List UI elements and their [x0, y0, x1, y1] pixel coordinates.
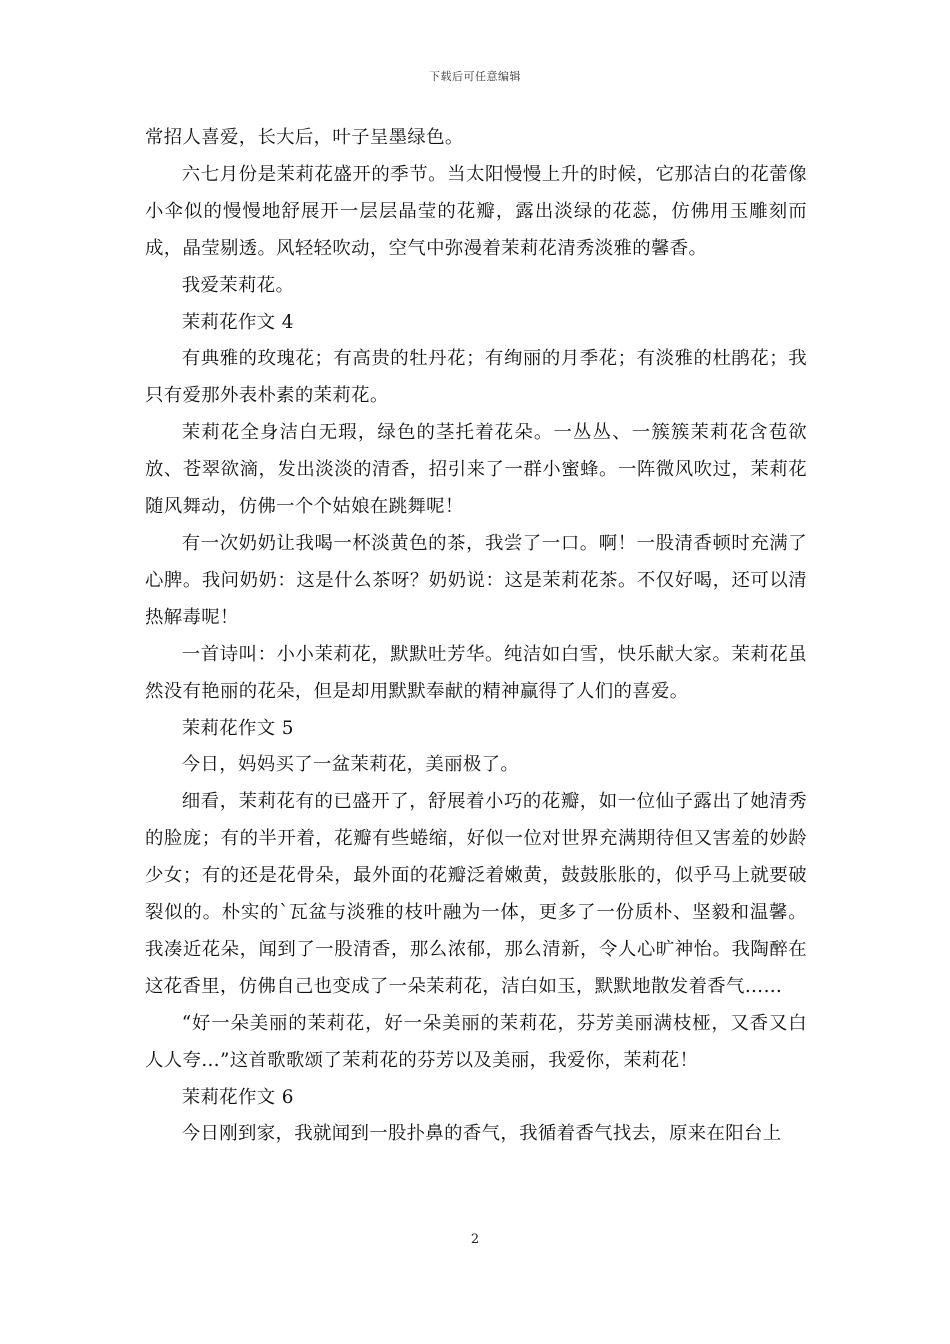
paragraph: 一首诗叫：小小茉莉花，默默吐芳华。纯洁如白雪，快乐献大家。茉莉花虽然没有艳丽的花朵，但是却用默默奉献的精神赢得了人们的喜爱。: [145, 643, 807, 702]
section-heading: 茉莉花作文 4: [181, 311, 294, 333]
paragraph: “好一朵美丽的茉莉花，好一朵美丽的茉莉花，芬芳美丽满枝桠，又香又白人人夸…”这首歌歌颂了茉莉花的芬芳以及美丽，我爱你，茉莉花！: [145, 1012, 807, 1071]
paragraph: 有典雅的玫瑰花；有高贵的牡丹花；有绚丽的月季花；有淡雅的杜鹃花；我只有爱那外表朴素的茉莉花。: [145, 348, 807, 407]
section-heading: 茉莉花作文 6: [181, 1086, 294, 1108]
page-header: 下载后可任意编辑: [429, 70, 521, 83]
paragraph: 今日刚到家，我就闻到一股扑鼻的香气，我循着香气找去，原来在阳台上: [181, 1123, 782, 1145]
page-number: 2: [470, 1232, 480, 1247]
section-heading: 茉莉花作文 5: [181, 717, 294, 739]
paragraph: 茉莉花全身洁白无瑕，绿色的茎托着花朵。一丛丛、一簇簇茉莉花含苞欲放、苍翠欲滴，发出淡淡的清香，招引来了一群小蜜蜂。一阵微风吹过，茉莉花随风舞动，仿佛一个个姑娘在跳舞呢！: [145, 422, 807, 518]
document-body: [145, 120, 807, 1153]
paragraph: 细看，茉莉花有的已盛开了，舒展着小巧的花瓣，如一位仙子露出了她清秀的脸庞；有的半开着，花瓣有些蜷缩，好似一位对世界充满期待但又害羞的妙龄少女；有的还是花骨朵，最外面的花瓣泛着嫩黄，鼓鼓胀胀的，似乎马上就要破裂似的。朴实的`瓦盆与淡雅的枝叶融为一体，更多了一份质朴、坚毅和温馨。我凑近花朵，闻到了一股清香，那么浓郁，那么清新，令人心旷神怡。我陶醉在这花香里，仿佛自己也变成了一朵茉莉花，洁白如玉，默默地散发着香气……: [145, 791, 807, 997]
paragraph: 常招人喜爱，长大后，叶子呈墨绿色。: [145, 127, 464, 148]
paragraph: 今日，妈妈买了一盆茉莉花，美丽极了。: [181, 754, 520, 776]
paragraph: 我爱茉莉花。: [181, 274, 295, 296]
paragraph: 六七月份是茉莉花盛开的季节。当太阳慢慢上升的时候，它那洁白的花蕾像小伞似的慢慢地舒展开一层层晶莹的花瓣，露出淡绿的花蕊，仿佛用玉雕刻而成，晶莹剔透。风轻轻吹动，空气中弥漫着茉莉花清秀淡雅的馨香。: [145, 163, 807, 259]
paragraph: 有一次奶奶让我喝一杯淡黄色的茶，我尝了一口。啊！一股清香顿时充满了心脾。我问奶奶：这是什么茶呀？奶奶说：这是茉莉花茶。不仅好喝，还可以清热解毒呢！: [145, 532, 807, 628]
